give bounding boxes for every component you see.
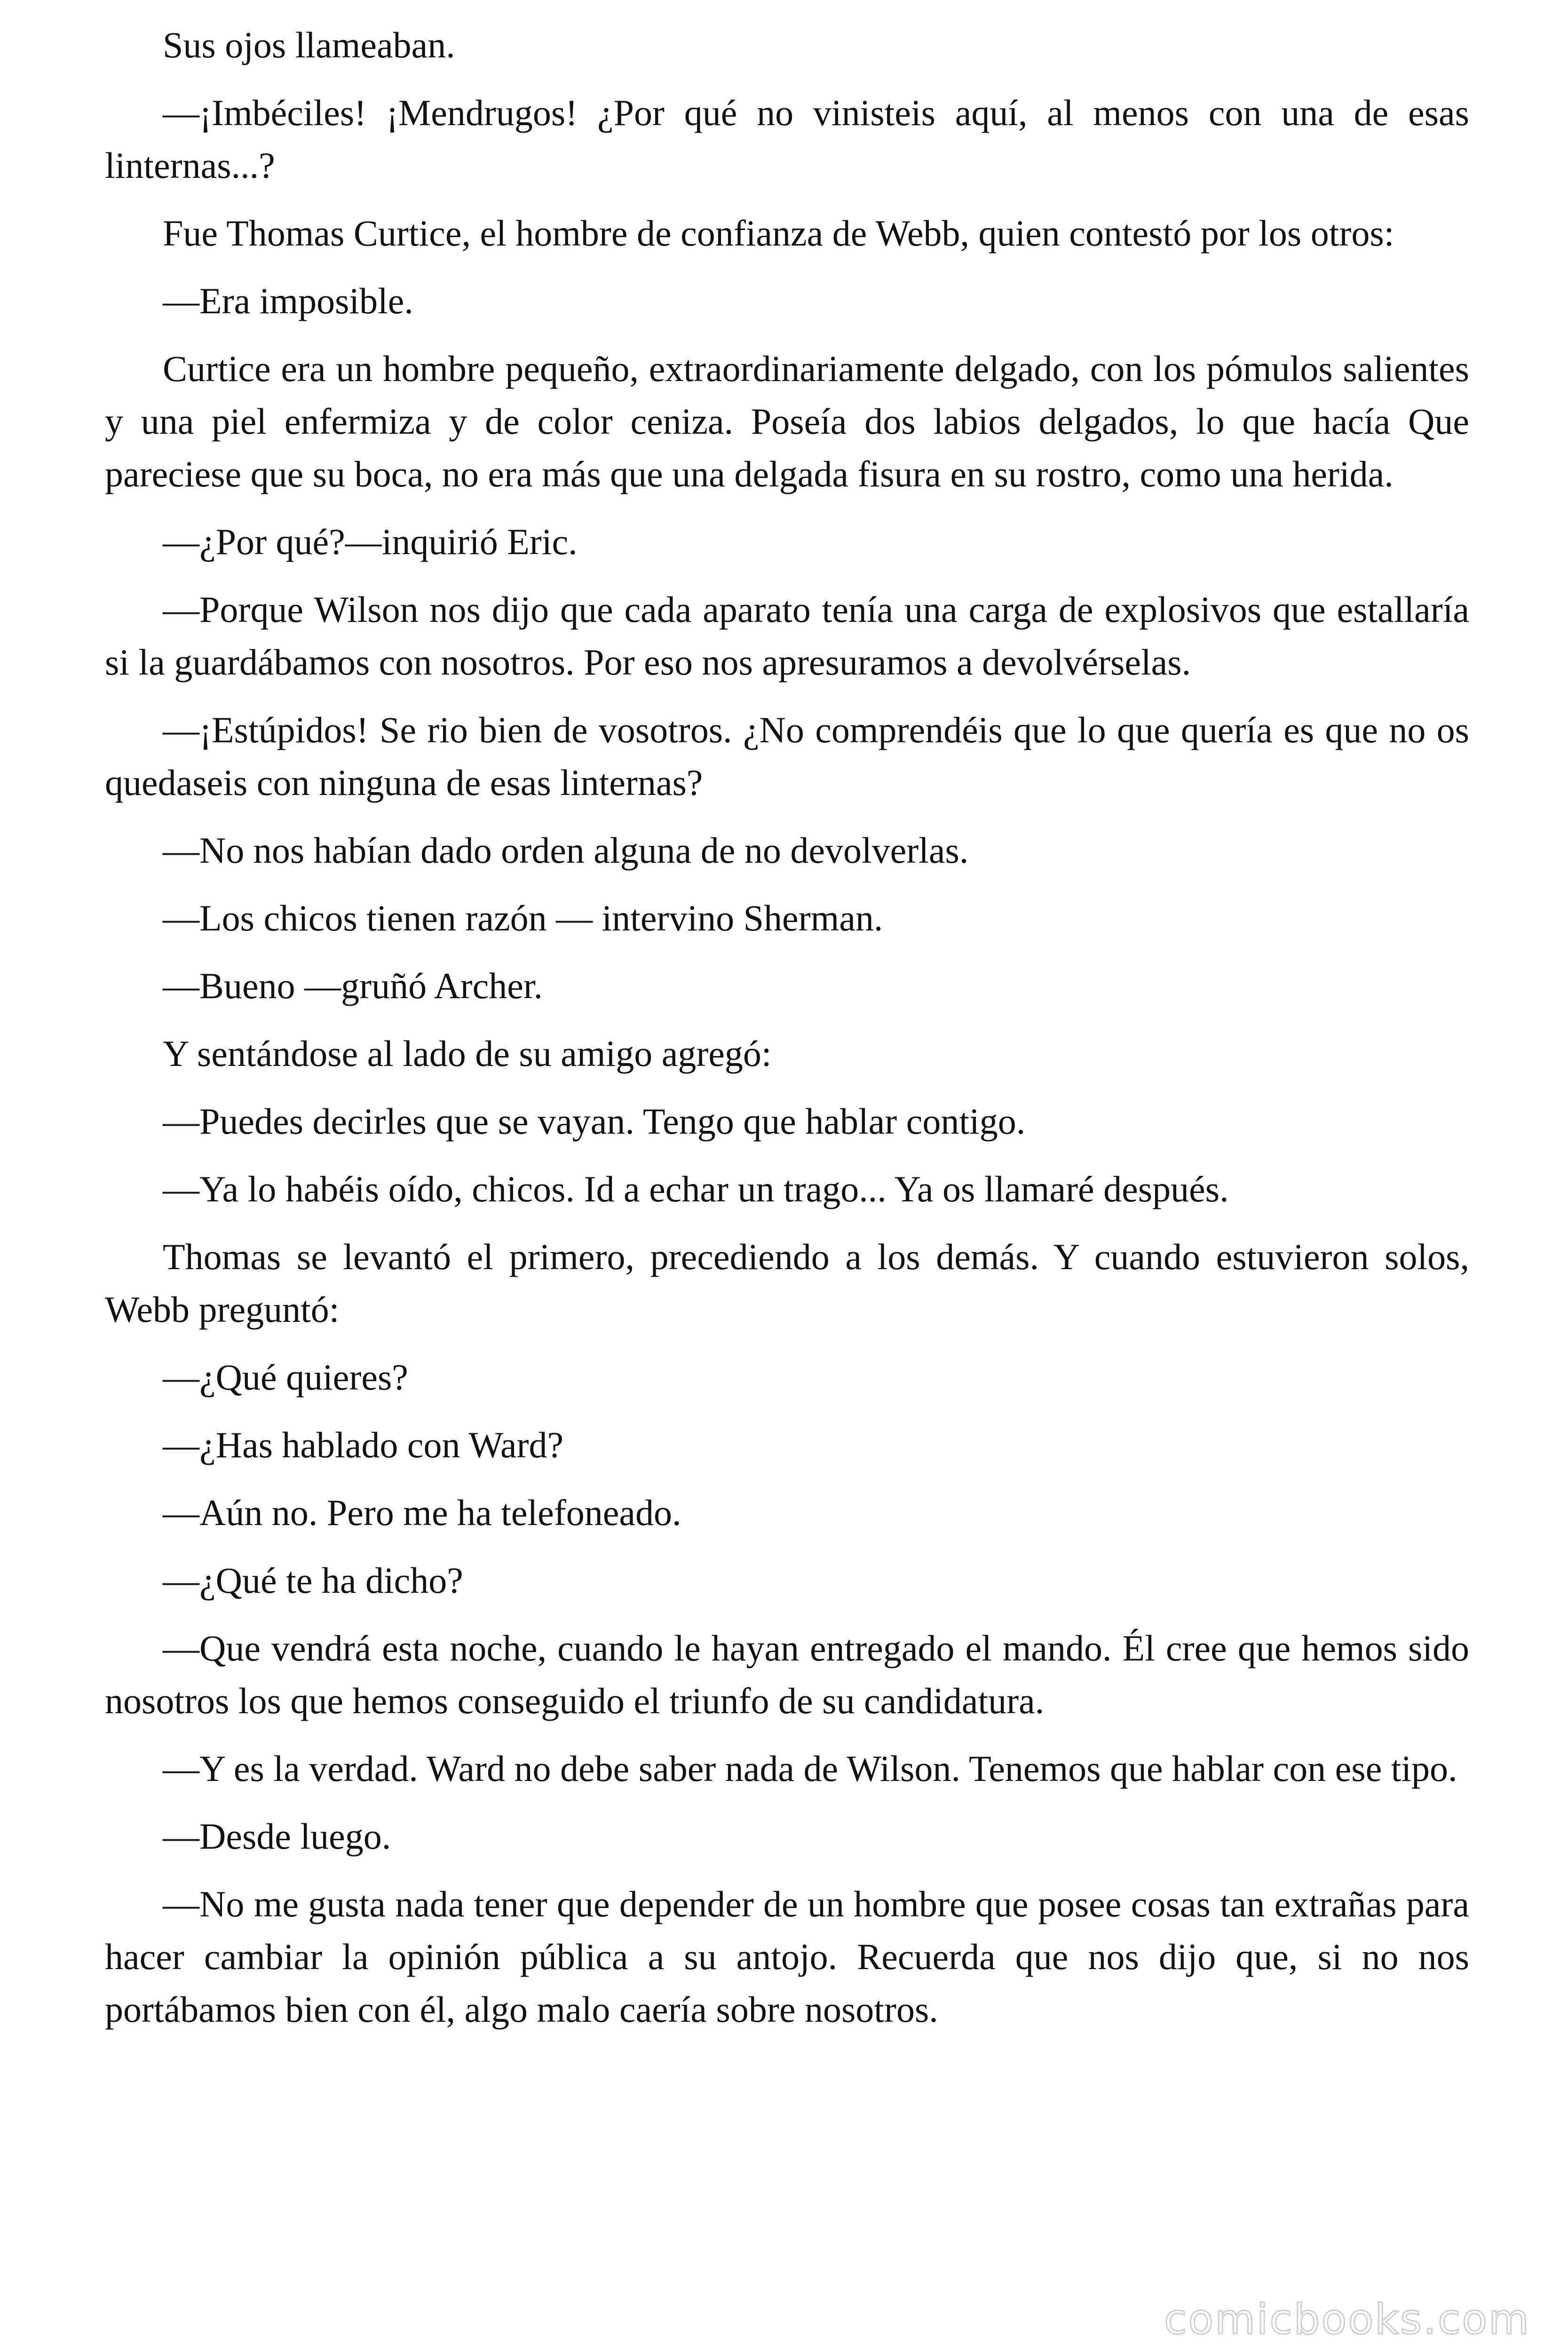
paragraph: —Aún no. Pero me ha telefoneado. <box>163 1492 681 1533</box>
paragraph: —Era imposible. <box>163 280 413 321</box>
paragraph: —¿Por qué?—inquirió Eric. <box>163 521 578 562</box>
paragraph: —Puedes decirles que se vayan. Tengo que hablar contigo. <box>163 1101 1026 1142</box>
paragraph: —¿Qué te ha dicho? <box>163 1560 463 1601</box>
paragraph: —¿Qué quieres? <box>163 1357 408 1398</box>
paragraph: —Porque Wilson nos dijo que cada aparato tenía una carga de explosivos que estallaría si la guardábamos con nosotros. Por eso nos apresuramos a devolvérselas. <box>105 589 1469 683</box>
paragraph: —Bueno —gruñó Archer. <box>163 965 543 1006</box>
paragraph: —No me gusta nada tener que depender de un hombre que posee cosas tan extrañas para hacer cambiar la opinión pública a su antojo. Recuerda que nos dijo que, si no nos portábamos bien con él, algo malo caería sobre nosotros. <box>105 1883 1469 2030</box>
paragraph: —¿Has hablado con Ward? <box>163 1424 564 1465</box>
paragraph: —Ya lo habéis oído, chicos. Id a echar un trago... Ya os llamaré después. <box>163 1168 1229 1209</box>
paragraph: Curtice era un hombre pequeño, extraordinariamente delgado, con los pómulos salientes y una piel enfermiza y de color ceniza. Poseía dos labios delgados, lo que hacía Que pareciese que su boca, no era más que una delgada fisura en su rostro, como una herida. <box>105 348 1469 494</box>
paragraph: —Y es la verdad. Ward no debe saber nada de Wilson. Tenemos que hablar con ese tipo. <box>163 1748 1457 1789</box>
paragraph: —Los chicos tienen razón — intervino Sherman. <box>163 898 883 938</box>
paragraph: —Que vendrá esta noche, cuando le hayan entregado el mando. Él cree que hemos sido nosotros los que hemos conseguido el triunfo de su candidatura. <box>105 1628 1469 1721</box>
watermark: comicbooks.com <box>1164 2295 1530 2344</box>
paragraph: Sus ojos llameaban. <box>163 24 455 65</box>
paragraph: Thomas se levantó el primero, precediendo a los demás. Y cuando estuvieron solos, Webb preguntó: <box>105 1236 1469 1330</box>
paragraph: —¡Imbéciles! ¡Mendrugos! ¿Por qué no vinisteis aquí, al menos con una de esas linternas...? <box>105 92 1469 186</box>
body-text <box>105 19 1469 2036</box>
paragraph: Fue Thomas Curtice, el hombre de confianza de Webb, quien contestó por los otros: <box>163 213 1394 254</box>
paragraph: —No nos habían dado orden alguna de no devolverlas. <box>163 830 969 871</box>
paragraph: —¡Estúpidos! Se rio bien de vosotros. ¿No comprendéis que lo que quería es que no os quedaseis con ninguna de esas linternas? <box>105 709 1469 803</box>
paragraph: Y sentándose al lado de su amigo agregó: <box>163 1033 772 1074</box>
paragraph: —Desde luego. <box>163 1816 391 1857</box>
